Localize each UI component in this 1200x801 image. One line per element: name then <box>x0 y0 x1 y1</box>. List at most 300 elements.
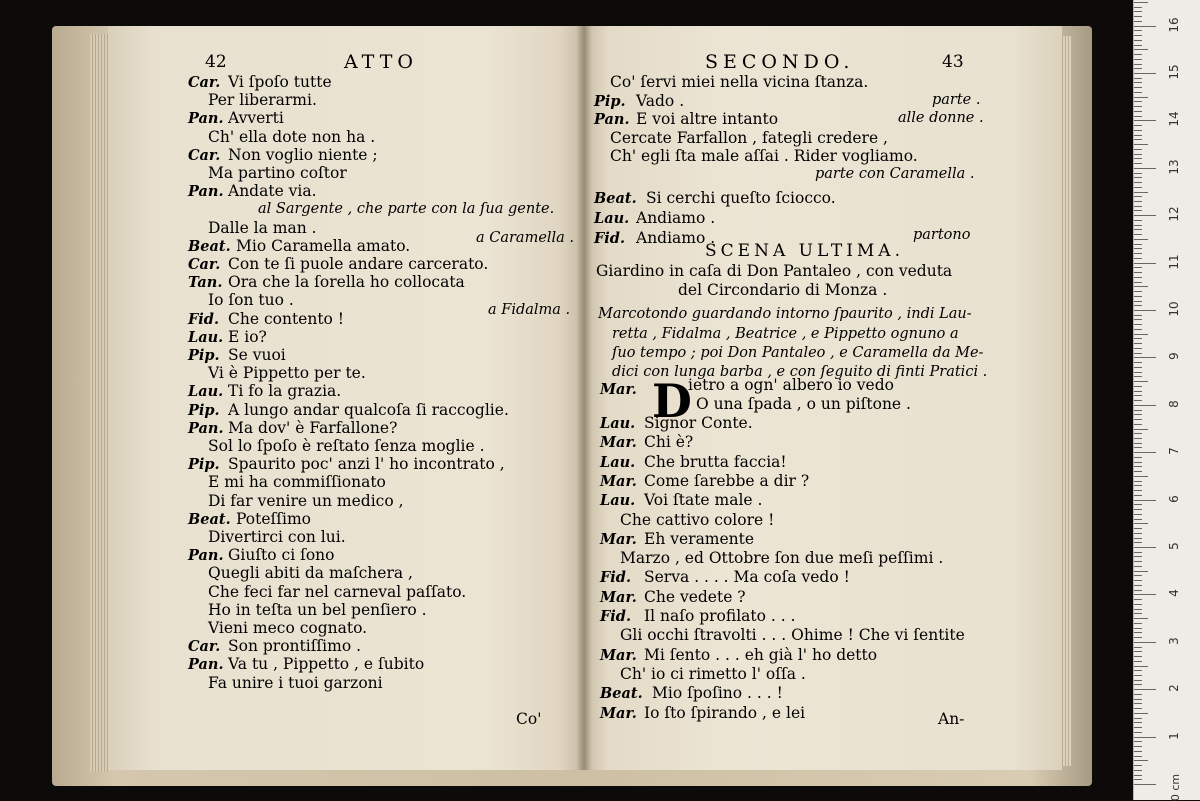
ruler-tick <box>1134 338 1142 339</box>
ruler-tick <box>1134 239 1148 240</box>
ruler-tick <box>1134 125 1142 126</box>
character-list: Marcotondo guardando intorno ſpaurito , indi Lau- <box>598 306 972 322</box>
ruler-tick <box>1134 244 1142 245</box>
verse-line: Poteſſimo <box>236 509 311 528</box>
speaker-label: Beat. <box>188 237 231 255</box>
ruler-tick <box>1134 504 1142 505</box>
verse-line: Ho in teſta un bel penſiero . <box>208 600 427 619</box>
ruler-tick <box>1134 466 1142 467</box>
ruler-tick <box>1134 367 1142 368</box>
ruler-tick <box>1134 45 1142 46</box>
verse-line: Ma dov' è Farfallone? <box>228 418 398 437</box>
speaker-label: Pan. <box>594 111 630 128</box>
verse-line: A lungo andar qualcoſa ſi raccoglie. <box>228 400 509 419</box>
verse-line: Vi è Pippetto per te. <box>208 364 366 383</box>
right-catchword: An- <box>938 710 965 728</box>
ruler-tick <box>1134 381 1148 382</box>
ruler-tick <box>1134 429 1148 430</box>
speaker-label: Fid. <box>600 608 631 625</box>
speaker-label: Pan. <box>188 183 224 201</box>
ruler-label: 2 <box>1167 684 1181 693</box>
stage-direction: partono <box>913 227 971 243</box>
ruler-tick <box>1134 580 1142 581</box>
ruler-tick <box>1134 35 1142 36</box>
ruler-tick <box>1134 509 1142 510</box>
ruler-tick <box>1134 282 1142 283</box>
ruler-tick <box>1134 708 1142 709</box>
speaker-label: Lau. <box>188 328 224 346</box>
scene-title: SCENA ULTIMA. <box>705 241 904 261</box>
speaker-label: Fid. <box>594 230 625 247</box>
ruler-tick <box>1134 2 1148 3</box>
ruler-tick <box>1134 680 1142 681</box>
verse-line: Io ſon tuo . <box>208 291 294 310</box>
ruler-tick <box>1134 144 1148 145</box>
verse-line: Cercate Farfallon , fategli credere , <box>610 128 888 147</box>
ruler-tick <box>1134 7 1142 8</box>
verse-line: Ora che la ſorella ho collocata <box>228 273 465 292</box>
verse-line: Per liberarmi. <box>208 91 317 110</box>
verse-line: Fa unire i tuoi garzoni <box>208 673 383 692</box>
stage-direction: parte . <box>932 92 981 108</box>
verse-line: Con te ſi puole andare carcerato. <box>228 255 489 273</box>
verse-line: E io? <box>228 327 267 346</box>
ruler-tick <box>1134 139 1142 140</box>
ruler-label: 4 <box>1167 589 1181 598</box>
verse-line: Avverti <box>228 109 284 128</box>
ruler-tick <box>1134 438 1142 439</box>
ruler-tick <box>1134 670 1142 671</box>
ruler-tick <box>1134 552 1142 553</box>
ruler-tick <box>1134 163 1142 164</box>
verse-line: Di far venire un medico , <box>208 491 404 510</box>
verse-line: ietro a ogn' albero io vedo <box>688 376 894 394</box>
ruler-label: 10 <box>1167 301 1181 317</box>
verse-line: Ch' io ci rimetto l' oſſa . <box>620 664 806 683</box>
speaker-label: Fid. <box>600 569 631 587</box>
ruler-tick <box>1134 78 1142 79</box>
ruler-tick <box>1134 613 1142 614</box>
speaker-label: Pan. <box>188 110 224 128</box>
ruler-tick <box>1134 196 1142 197</box>
ruler-tick <box>1134 775 1142 776</box>
ruler-tick <box>1134 59 1142 60</box>
verse-line: E mi ha commiſſionato <box>208 473 386 492</box>
ruler-tick <box>1134 248 1142 249</box>
verse-line: Son prontiſſimo . <box>228 637 362 656</box>
ruler-label: 13 <box>1167 159 1181 175</box>
ruler-tick <box>1134 296 1142 297</box>
ruler-tick <box>1134 130 1142 131</box>
ruler-tick <box>1134 651 1142 652</box>
verse-line: Andiamo . <box>636 229 716 247</box>
ruler-tick <box>1134 737 1156 738</box>
ruler-tick <box>1134 741 1142 742</box>
ruler-tick <box>1134 684 1142 685</box>
verse-line: Gli occhi ſtravolti . . . Ohime ! Che vi ſentite <box>620 626 965 645</box>
ruler-tick <box>1134 533 1142 534</box>
ruler-tick <box>1134 277 1142 278</box>
verse-line: Andate via. <box>228 182 317 201</box>
page-edges-left <box>90 34 110 772</box>
ruler-tick <box>1134 395 1142 396</box>
verse-line: Signor Conte. <box>644 414 753 432</box>
ruler-tick <box>1134 575 1142 576</box>
speaker-label: Pip. <box>594 92 626 110</box>
ruler-tick <box>1134 571 1148 572</box>
ruler-tick <box>1134 414 1142 415</box>
ruler-tick <box>1134 770 1142 771</box>
ruler-label: 6 <box>1167 494 1181 503</box>
setting-line: Giardino in caſa di Don Pantaleo , con veduta <box>596 262 953 280</box>
verse-line: Il naſo profilato . . . <box>644 607 796 625</box>
ruler-tick <box>1134 92 1142 93</box>
ruler-tick <box>1134 500 1156 501</box>
ruler-tick <box>1134 54 1142 55</box>
ruler-tick <box>1134 400 1142 401</box>
speaker-label: Lau. <box>600 492 636 510</box>
ruler-tick <box>1134 699 1142 700</box>
ruler-tick <box>1134 348 1142 349</box>
verse-line: Io ſto ſpirando , e lei <box>644 703 806 722</box>
speaker-label: Car. <box>188 638 221 656</box>
ruler-tick <box>1134 604 1142 605</box>
ruler-tick <box>1134 220 1142 221</box>
setting-line: del Circondario di Monza . <box>678 281 888 299</box>
speaker-label: Lau. <box>600 453 636 471</box>
ruler-tick <box>1134 495 1142 496</box>
right-running-head: SECONDO. <box>705 51 855 73</box>
ruler-tick <box>1134 760 1148 761</box>
ruler-tick <box>1134 192 1148 193</box>
ruler-tick <box>1134 585 1142 586</box>
verse-line: Quegli abiti da maſchera , <box>208 564 413 583</box>
ruler-tick <box>1134 177 1142 178</box>
verse-line: E voi altre intanto <box>636 110 779 128</box>
ruler-tick <box>1134 599 1142 600</box>
speaker-label: Beat. <box>600 685 643 703</box>
ruler-tick <box>1134 689 1156 690</box>
ruler-tick <box>1134 106 1142 107</box>
speaker-label: Pip. <box>188 347 220 364</box>
verse-line: O una ſpada , o un piſtone . <box>696 395 911 413</box>
ruler-tick <box>1134 746 1142 747</box>
ruler-tick <box>1134 447 1142 448</box>
ruler-tick <box>1134 623 1142 624</box>
verse-line: Eh veramente <box>644 529 755 548</box>
speaker-label: Lau. <box>600 415 636 432</box>
verse-line: Va tu , Pippetto , e ſubito <box>228 655 425 674</box>
ruler-tick <box>1134 97 1148 98</box>
speaker-label: Mar. <box>600 530 637 548</box>
ruler-tick <box>1134 68 1142 69</box>
speaker-label: Pan. <box>188 419 224 437</box>
ruler-tick <box>1134 49 1148 50</box>
character-list: dici con lunga barba , e con ſeguito di finti Pratici . <box>612 364 988 380</box>
ruler-tick <box>1134 82 1142 83</box>
verse-line: Spaurito poc' anzi l' ho incontrato , <box>228 455 505 474</box>
ruler-tick <box>1134 73 1156 74</box>
speaker-label: Car. <box>188 74 221 91</box>
ruler-tick <box>1134 26 1156 27</box>
ruler-tick <box>1134 618 1148 619</box>
ruler-tick <box>1134 229 1142 230</box>
ruler-label: 1 <box>1167 731 1181 740</box>
ruler-tick <box>1134 556 1142 557</box>
verse-line: Mio ſpoſino . . . ! <box>652 684 783 703</box>
speaker-label: Pip. <box>188 456 220 474</box>
speaker-label: Fid. <box>188 310 219 328</box>
right-page-number: 43 <box>942 52 964 72</box>
ruler-tick <box>1134 30 1142 31</box>
speaker-label: Beat. <box>594 190 637 207</box>
side-direction: a Fidalma . <box>488 302 571 318</box>
ruler-tick <box>1134 528 1142 529</box>
verse-line: Che brutta faccia! <box>644 452 787 471</box>
verse-line: Ch' egli ſta male aſſai . Rider vogliamo. <box>610 147 918 165</box>
ruler-tick <box>1134 514 1142 515</box>
ruler-label: 16 <box>1167 16 1181 33</box>
ruler-tick <box>1134 538 1142 539</box>
ruler-tick <box>1134 594 1156 595</box>
verse-line: Che feci far nel carneval paſſato. <box>208 582 467 601</box>
speaker-label: Pan. <box>188 547 224 565</box>
verse-line: Andiamo . <box>636 209 716 227</box>
verse-line: Ch' ella dote non ha . <box>208 127 376 146</box>
speaker-label: Car. <box>188 256 221 273</box>
verse-line: Che vedete ? <box>644 587 746 606</box>
ruler-tick <box>1134 324 1142 325</box>
ruler-tick <box>1134 433 1142 434</box>
ruler-tick <box>1134 135 1142 136</box>
ruler-tick <box>1134 637 1142 638</box>
ruler-tick <box>1134 424 1142 425</box>
ruler-tick <box>1134 357 1156 358</box>
left-running-head: ATTO <box>344 51 418 73</box>
ruler-tick <box>1134 253 1142 254</box>
side-direction: a Caramella . <box>476 230 575 246</box>
ruler-tick <box>1134 590 1142 591</box>
ruler-tick <box>1134 756 1142 757</box>
ruler-tick <box>1134 168 1156 169</box>
ruler-tick <box>1134 703 1142 704</box>
speaker-label: Lau. <box>594 210 630 227</box>
verse-line: Divertirci con lui. <box>208 528 346 546</box>
ruler-tick <box>1134 656 1142 657</box>
verse-line: Si cerchi queſto ſciocco. <box>646 189 836 207</box>
verse-line: Non voglio niente ; <box>228 145 378 164</box>
ruler-tick <box>1134 215 1156 216</box>
ruler-label: 11 <box>1167 253 1181 270</box>
verse-line: Chi è? <box>644 433 694 452</box>
ruler-tick <box>1134 291 1142 292</box>
ruler-tick <box>1134 462 1142 463</box>
speaker-label: Pip. <box>188 401 220 419</box>
verse-line: Ti fo la grazia. <box>228 382 342 401</box>
ruler-tick <box>1134 722 1142 723</box>
verse-line: Co' ſervi miei nella vicina ſtanza. <box>610 73 869 91</box>
ruler-tick <box>1134 391 1142 392</box>
ruler-label: 7 <box>1167 447 1181 456</box>
ruler-tick <box>1134 286 1148 287</box>
ruler-tick <box>1134 376 1142 377</box>
ruler-label: 14 <box>1167 111 1181 128</box>
ruler-tick <box>1134 21 1142 22</box>
ruler-tick <box>1134 471 1142 472</box>
verse-line: Se vuoi <box>228 346 286 364</box>
ruler-tick <box>1134 315 1142 316</box>
speaker-label: Mar. <box>600 646 637 664</box>
ruler-tick <box>1134 519 1142 520</box>
ruler-tick <box>1134 329 1142 330</box>
ruler-tick <box>1134 187 1142 188</box>
ruler-tick <box>1134 476 1148 477</box>
drop-cap: D <box>652 374 692 428</box>
ruler-tick <box>1134 386 1142 387</box>
ruler-tick <box>1134 225 1142 226</box>
ruler-tick <box>1134 642 1156 643</box>
ruler-tick <box>1134 457 1142 458</box>
verse-line: Come ſarebbe a dir ? <box>644 471 810 490</box>
ruler-tick <box>1134 727 1142 728</box>
ruler-tick <box>1134 87 1142 88</box>
ruler-tick <box>1134 419 1142 420</box>
verse-line: Voi ſtate male . <box>644 491 763 510</box>
ruler-tick <box>1134 666 1148 667</box>
ruler-label: 5 <box>1167 542 1181 550</box>
speaker-label: Car. <box>188 146 221 164</box>
ruler-tick <box>1134 566 1142 567</box>
ruler-tick <box>1134 609 1142 610</box>
ruler-tick <box>1134 523 1148 524</box>
ruler-tick <box>1134 675 1142 676</box>
verse-line: Vi ſpoſo tutte <box>228 73 332 91</box>
speaker-label: Mar. <box>600 472 637 490</box>
ruler-tick <box>1134 485 1142 486</box>
verse-line: Mio Caramella amato. <box>236 236 411 255</box>
ruler-tick <box>1134 784 1156 785</box>
ruler-tick <box>1134 751 1142 752</box>
ruler-tick <box>1134 173 1142 174</box>
ruler-tick <box>1134 111 1142 112</box>
speaker-label: Tan. <box>188 274 223 292</box>
speaker-label: Mar. <box>600 381 637 398</box>
ruler-tick <box>1134 40 1142 41</box>
ruler-tick <box>1134 713 1148 714</box>
ruler-tick <box>1134 120 1156 121</box>
ruler-tick <box>1134 149 1142 150</box>
ruler-tick <box>1134 263 1156 264</box>
ruler-tick <box>1134 490 1142 491</box>
ruler-tick <box>1134 305 1142 306</box>
ruler-tick <box>1134 765 1142 766</box>
ruler-tick <box>1134 116 1142 117</box>
speaker-label: Mar. <box>600 704 637 722</box>
ruler-tick <box>1134 310 1156 311</box>
ruler-tick <box>1134 343 1142 344</box>
verse-line: Dalle la man . <box>208 218 317 237</box>
ruler-tick <box>1134 319 1142 320</box>
ruler-tick <box>1134 410 1142 411</box>
ruler-tick <box>1134 561 1142 562</box>
verse-line: Mi ſento . . . eh già l' ho detto <box>644 645 878 664</box>
ruler-tick <box>1134 779 1142 780</box>
verse-line: Che contento ! <box>228 309 345 328</box>
ruler-label: 8 <box>1167 399 1181 408</box>
ruler-tick <box>1134 481 1142 482</box>
ruler-tick <box>1134 661 1142 662</box>
ruler-tick <box>1134 452 1156 453</box>
verse-line: Ma partino coſtor <box>208 164 347 182</box>
verse-line: Vado . <box>636 91 685 110</box>
ruler-tick <box>1134 694 1142 695</box>
ruler-unit-label: 0 cm <box>1169 773 1183 801</box>
ruler-label: 15 <box>1167 64 1181 80</box>
speaker-label: Mar. <box>600 434 637 452</box>
ruler-tick <box>1134 258 1142 259</box>
ruler-tick <box>1134 732 1142 733</box>
ruler-tick <box>1134 158 1142 159</box>
character-list: retta , Fidalma , Beatrice , e Pippetto ognuno a <box>612 326 959 342</box>
ruler-tick <box>1134 372 1142 373</box>
ruler-tick <box>1134 647 1142 648</box>
character-list: ſuo tempo ; poi Don Pantaleo , e Caramella da Me- <box>612 345 984 361</box>
ruler-tick <box>1134 101 1142 102</box>
ruler-tick <box>1134 16 1142 17</box>
ruler-tick <box>1134 628 1142 629</box>
ruler-tick <box>1134 353 1142 354</box>
ruler-tick <box>1134 234 1142 235</box>
measurement-ruler <box>1133 0 1200 800</box>
ruler-tick <box>1134 267 1142 268</box>
ruler-tick <box>1134 182 1142 183</box>
left-page-number: 42 <box>205 52 227 72</box>
stage-direction: al Sargente , che parte con la ſua gente. <box>258 201 555 218</box>
ruler-tick <box>1134 334 1148 335</box>
ruler-tick <box>1134 272 1142 273</box>
ruler-tick <box>1134 206 1142 207</box>
ruler-tick <box>1134 154 1142 155</box>
speaker-label: Pan. <box>188 656 224 674</box>
ruler-label: 9 <box>1167 352 1181 361</box>
left-catchword: Co' <box>516 710 542 728</box>
book-gutter <box>576 26 592 770</box>
ruler-tick <box>1134 443 1142 444</box>
ruler-label: 12 <box>1167 206 1181 222</box>
stage-direction: parte con Caramella . <box>815 166 975 182</box>
verse-line: Giuſto ci ſono <box>228 546 335 565</box>
ruler-tick <box>1134 547 1156 548</box>
verse-line: Sol lo ſpoſo è reſtato ſenza moglie . <box>208 437 485 455</box>
ruler-tick <box>1134 11 1142 12</box>
verse-line: Marzo , ed Ottobre ſon due meſi peſſimi . <box>620 549 944 568</box>
speaker-label: Lau. <box>188 383 224 401</box>
verse-line: Che cattivo colore ! <box>620 510 775 529</box>
ruler-tick <box>1134 362 1142 363</box>
ruler-tick <box>1134 301 1142 302</box>
ruler-tick <box>1134 210 1142 211</box>
stage-direction: alle donne . <box>898 110 984 126</box>
ruler-tick <box>1134 632 1142 633</box>
ruler-tick <box>1134 201 1142 202</box>
ruler-tick <box>1134 718 1142 719</box>
verse-line: Vieni meco cognato. <box>208 619 368 637</box>
verse-line: Serva . . . . Ma coſa vedo ! <box>644 568 850 587</box>
ruler-tick <box>1134 64 1142 65</box>
ruler-label: 3 <box>1167 636 1181 645</box>
speaker-label: Beat. <box>188 510 231 528</box>
ruler-tick <box>1134 405 1156 406</box>
